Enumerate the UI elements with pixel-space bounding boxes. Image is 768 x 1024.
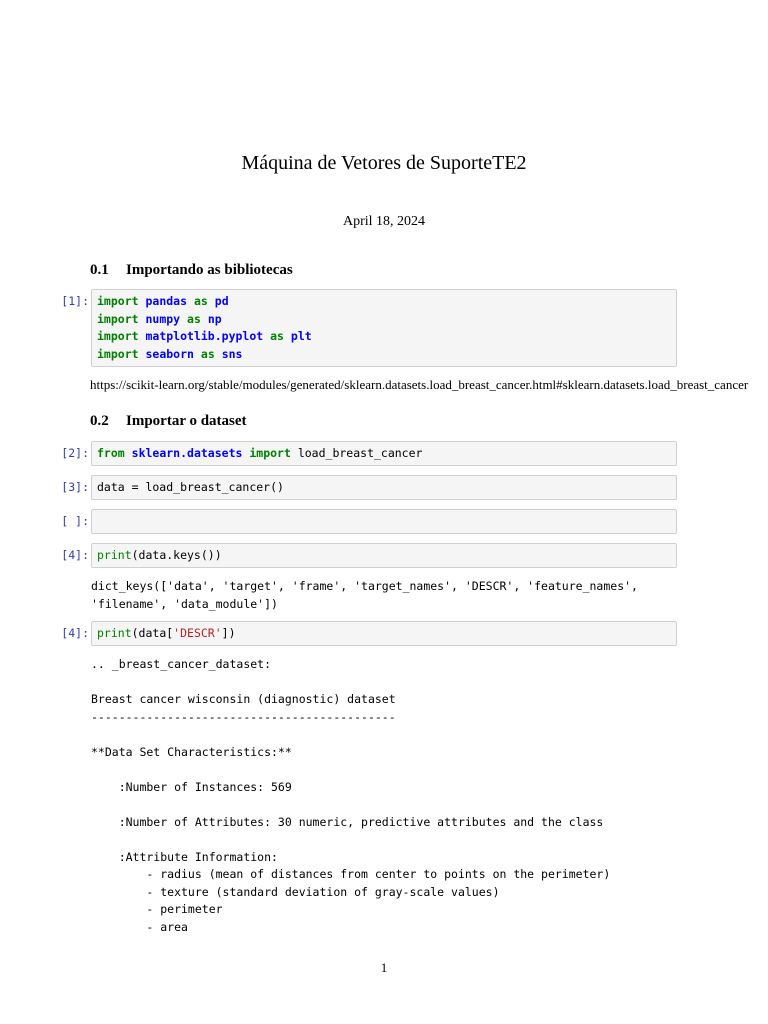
section-heading-dataset xyxy=(90,413,247,430)
cell-prompt: [2]: xyxy=(61,446,89,460)
page-number: 1 xyxy=(380,960,388,975)
document-title: Máquina de Vetores de SuporteTE2 xyxy=(241,152,527,174)
cell-output-keys: dict_keys(['data', 'target', 'frame', 'target_names', 'DESCR', 'feature_names', 'filename', 'data_module']) xyxy=(91,579,638,611)
reference-url[interactable]: https://scikit-learn.org/stable/modules/generated/sklearn.datasets.load_breast_cancer.html#sklearn.datasets.load_breast_cancer xyxy=(90,377,749,392)
section-number: 0.2 xyxy=(90,413,109,429)
code-line: import numpy as np xyxy=(97,311,222,326)
document-date: April 18, 2024 xyxy=(342,214,426,229)
code-cell-imports[interactable] xyxy=(91,289,677,367)
code-cell-print-keys[interactable]: print(data.keys()) xyxy=(91,543,677,568)
code-cell-import-loader[interactable]: from sklearn.datasets import load_breast_cancer xyxy=(91,441,677,466)
code-line: import pandas as pd xyxy=(97,294,229,308)
code-cell-load-data[interactable]: data = load_breast_cancer() xyxy=(91,475,677,500)
cell-prompt: [4]: xyxy=(61,548,89,562)
section-heading-libraries xyxy=(90,262,293,279)
code-cell-empty[interactable] xyxy=(91,509,677,534)
cell-output-descr: .. _breast_cancer_dataset: Breast cancer wisconsin (diagnostic) dataset -------------------------------------------- **Data Set Characteristics:** :Number of Instances: 569 :Number of Attributes: 30 numeric, predictive attributes and the class :Attribute Information: - radius (mean of distances from center to points on the perimeter) - texture (standard deviation of gray-scale values) - perimeter - area xyxy=(91,657,611,934)
section-title: Importar o dataset xyxy=(126,413,247,429)
cell-prompt: [ ]: xyxy=(61,514,89,528)
code-line: import seaborn as sns xyxy=(97,346,243,361)
code-cell-print-descr[interactable]: print(data['DESCR']) xyxy=(91,621,677,646)
cell-prompt: [4]: xyxy=(61,626,89,640)
section-number: 0.1 xyxy=(90,262,109,278)
section-title: Importando as bibliotecas xyxy=(126,262,293,278)
cell-prompt: [1]: xyxy=(61,294,89,308)
cell-prompt: [3]: xyxy=(61,480,89,494)
code-line: import matplotlib.pyplot as plt xyxy=(97,329,312,343)
